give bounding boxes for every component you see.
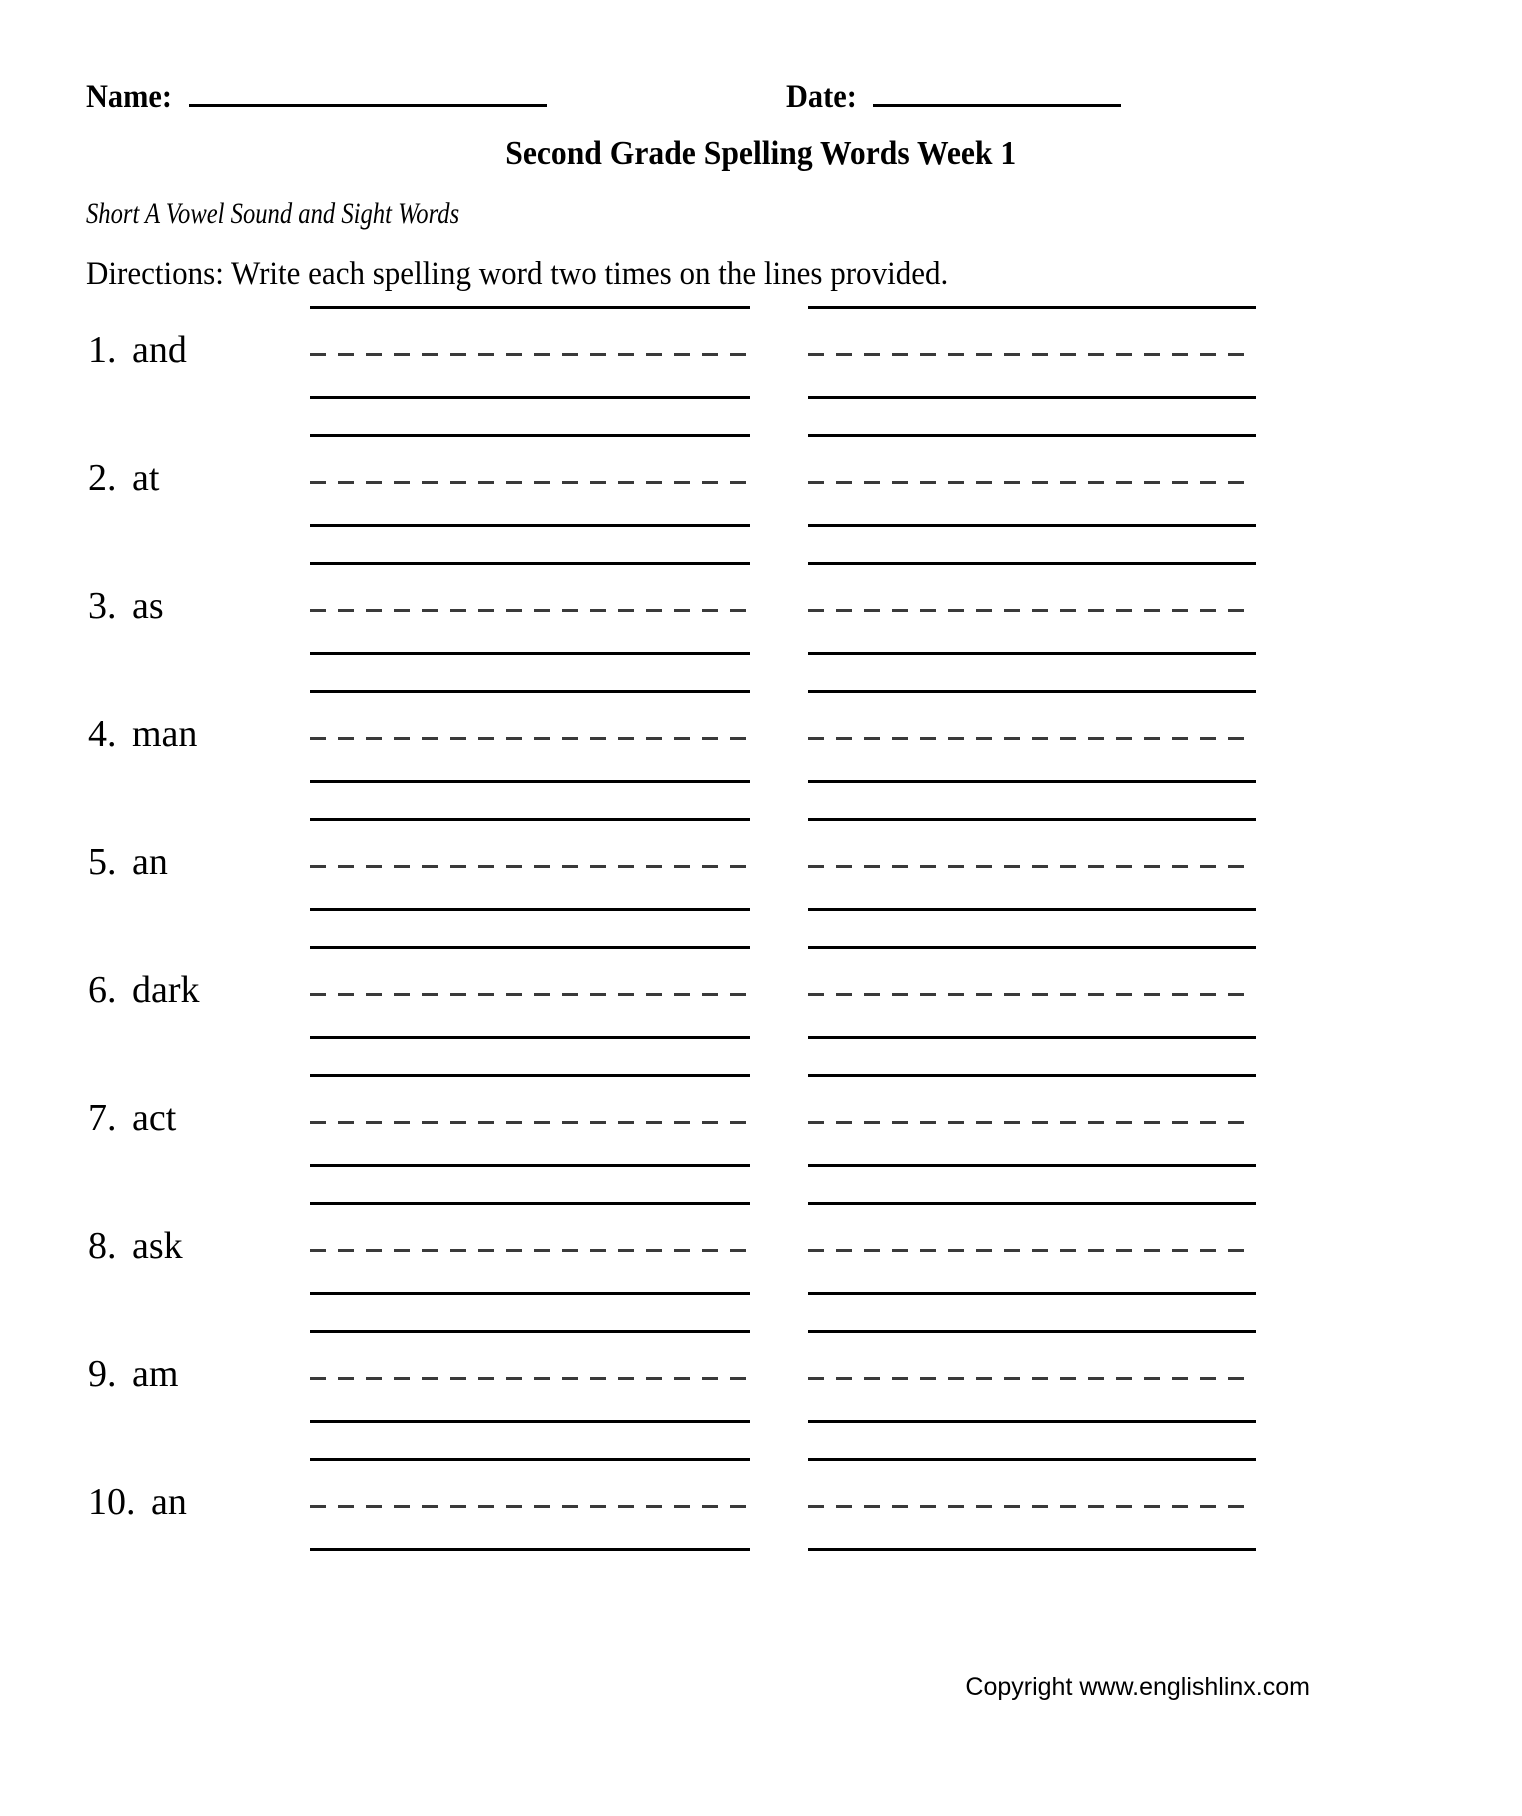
spelling-word-item (88, 328, 318, 372)
writing-lines-right[interactable] (808, 434, 1256, 562)
word-number: 5. (88, 841, 117, 883)
word-text: ask (132, 1225, 183, 1267)
writing-line-top (310, 434, 750, 437)
directions-label: Directions: Write each spelling word two times on the lines provided. (86, 256, 949, 292)
writing-lines-left[interactable] (310, 690, 750, 818)
word-text: man (132, 713, 198, 755)
writing-line-baseline (310, 780, 750, 783)
writing-line-baseline (808, 1036, 1256, 1039)
name-label: Name: (86, 79, 172, 115)
word-number: 4. (88, 713, 117, 755)
writing-line-middle-dashed (310, 1505, 750, 1508)
writing-line-baseline (310, 1420, 750, 1423)
writing-line-baseline (808, 524, 1256, 527)
writing-line-baseline (808, 1164, 1256, 1167)
writing-line-middle-dashed (808, 865, 1256, 868)
word-number: 10. (88, 1481, 136, 1523)
writing-line-middle-dashed (310, 481, 750, 484)
writing-line-baseline (310, 908, 750, 911)
writing-lines-right[interactable] (808, 1458, 1256, 1586)
spelling-word-item (88, 1352, 318, 1396)
writing-line-middle-dashed (310, 993, 750, 996)
writing-line-middle-dashed (310, 1377, 750, 1380)
writing-line-top (310, 1202, 750, 1205)
spelling-word-item (88, 840, 318, 884)
writing-lines-left[interactable] (310, 306, 750, 434)
copyright-notice: Copyright www.englishlinx.com (965, 1673, 1310, 1701)
writing-lines-right[interactable] (808, 1074, 1256, 1202)
writing-lines-right[interactable] (808, 1202, 1256, 1330)
writing-line-middle-dashed (808, 993, 1256, 996)
word-number: 3. (88, 585, 117, 627)
writing-lines-right[interactable] (808, 306, 1256, 434)
writing-line-baseline (808, 908, 1256, 911)
writing-line-middle-dashed (310, 1249, 750, 1252)
writing-lines-left[interactable] (310, 946, 750, 1074)
writing-line-top (808, 946, 1256, 949)
spelling-word-item (88, 1480, 318, 1524)
writing-line-baseline (310, 1548, 750, 1551)
writing-line-baseline (310, 1036, 750, 1039)
writing-line-middle-dashed (808, 609, 1256, 612)
practice-row (0, 1202, 1522, 1330)
word-number: 1. (88, 329, 117, 371)
writing-line-top (808, 306, 1256, 309)
word-number: 6. (88, 969, 117, 1011)
writing-line-baseline (808, 396, 1256, 399)
spelling-word-item (88, 1096, 318, 1140)
word-text: at (132, 457, 160, 499)
writing-line-middle-dashed (808, 1249, 1256, 1252)
practice-row (0, 1074, 1522, 1202)
writing-lines-right[interactable] (808, 562, 1256, 690)
writing-line-top (808, 690, 1256, 693)
writing-line-top (310, 1458, 750, 1461)
writing-line-top (310, 306, 750, 309)
word-text: dark (132, 969, 200, 1011)
page-title-text: Second Grade Spelling Words Week 1 (505, 135, 1017, 172)
writing-line-top (310, 690, 750, 693)
writing-lines-right[interactable] (808, 818, 1256, 946)
writing-lines-right[interactable] (808, 946, 1256, 1074)
writing-lines-right[interactable] (808, 1330, 1256, 1458)
practice-row (0, 562, 1522, 690)
practice-row (0, 818, 1522, 946)
writing-lines-left[interactable] (310, 434, 750, 562)
word-text: and (132, 329, 187, 371)
writing-line-middle-dashed (310, 737, 750, 740)
writing-line-baseline (808, 1548, 1256, 1551)
writing-lines-left[interactable] (310, 1202, 750, 1330)
writing-line-baseline (310, 1164, 750, 1167)
practice-row (0, 434, 1522, 562)
writing-line-middle-dashed (808, 353, 1256, 356)
word-number: 2. (88, 457, 117, 499)
writing-line-top (808, 1074, 1256, 1077)
spelling-word-item (88, 968, 318, 1012)
practice-row (0, 690, 1522, 818)
writing-line-baseline (310, 652, 750, 655)
page-subtitle-text: Short A Vowel Sound and Sight Words (86, 197, 460, 230)
writing-line-baseline (310, 524, 750, 527)
writing-line-top (808, 1202, 1256, 1205)
writing-line-top (310, 818, 750, 821)
practice-row (0, 1458, 1522, 1586)
writing-line-top (808, 434, 1256, 437)
writing-line-top (808, 562, 1256, 565)
writing-line-top (310, 1330, 750, 1333)
writing-line-middle-dashed (808, 1377, 1256, 1380)
writing-line-middle-dashed (310, 1121, 750, 1124)
writing-line-baseline (808, 1420, 1256, 1423)
writing-lines-left[interactable] (310, 562, 750, 690)
word-text: an (151, 1481, 187, 1523)
writing-line-top (808, 1330, 1256, 1333)
writing-line-middle-dashed (808, 1121, 1256, 1124)
writing-line-baseline (808, 1292, 1256, 1295)
writing-lines-left[interactable] (310, 818, 750, 946)
writing-line-baseline (808, 780, 1256, 783)
writing-line-baseline (310, 396, 750, 399)
writing-line-top (310, 1074, 750, 1077)
word-text: act (132, 1097, 177, 1139)
word-number: 9. (88, 1353, 117, 1395)
writing-line-top (808, 1458, 1256, 1461)
writing-lines-right[interactable] (808, 690, 1256, 818)
spelling-word-item (88, 712, 318, 756)
writing-line-middle-dashed (808, 481, 1256, 484)
word-text: as (132, 585, 164, 627)
writing-line-middle-dashed (808, 737, 1256, 740)
word-number: 8. (88, 1225, 117, 1267)
word-text: an (132, 841, 168, 883)
writing-line-top (310, 946, 750, 949)
writing-line-middle-dashed (310, 865, 750, 868)
spelling-word-item (88, 456, 318, 500)
writing-lines-left[interactable] (310, 1074, 750, 1202)
writing-lines-left[interactable] (310, 1330, 750, 1458)
word-text: am (132, 1353, 179, 1395)
word-number: 7. (88, 1097, 117, 1139)
date-label: Date: (786, 79, 857, 115)
writing-line-baseline (310, 1292, 750, 1295)
writing-line-middle-dashed (310, 353, 750, 356)
writing-line-middle-dashed (808, 1505, 1256, 1508)
practice-row (0, 1330, 1522, 1458)
spelling-word-item (88, 584, 318, 628)
writing-line-middle-dashed (310, 609, 750, 612)
writing-lines-left[interactable] (310, 1458, 750, 1586)
writing-line-baseline (808, 652, 1256, 655)
writing-line-top (808, 818, 1256, 821)
practice-row (0, 306, 1522, 434)
writing-line-top (310, 562, 750, 565)
practice-row (0, 946, 1522, 1074)
spelling-word-item (88, 1224, 318, 1268)
